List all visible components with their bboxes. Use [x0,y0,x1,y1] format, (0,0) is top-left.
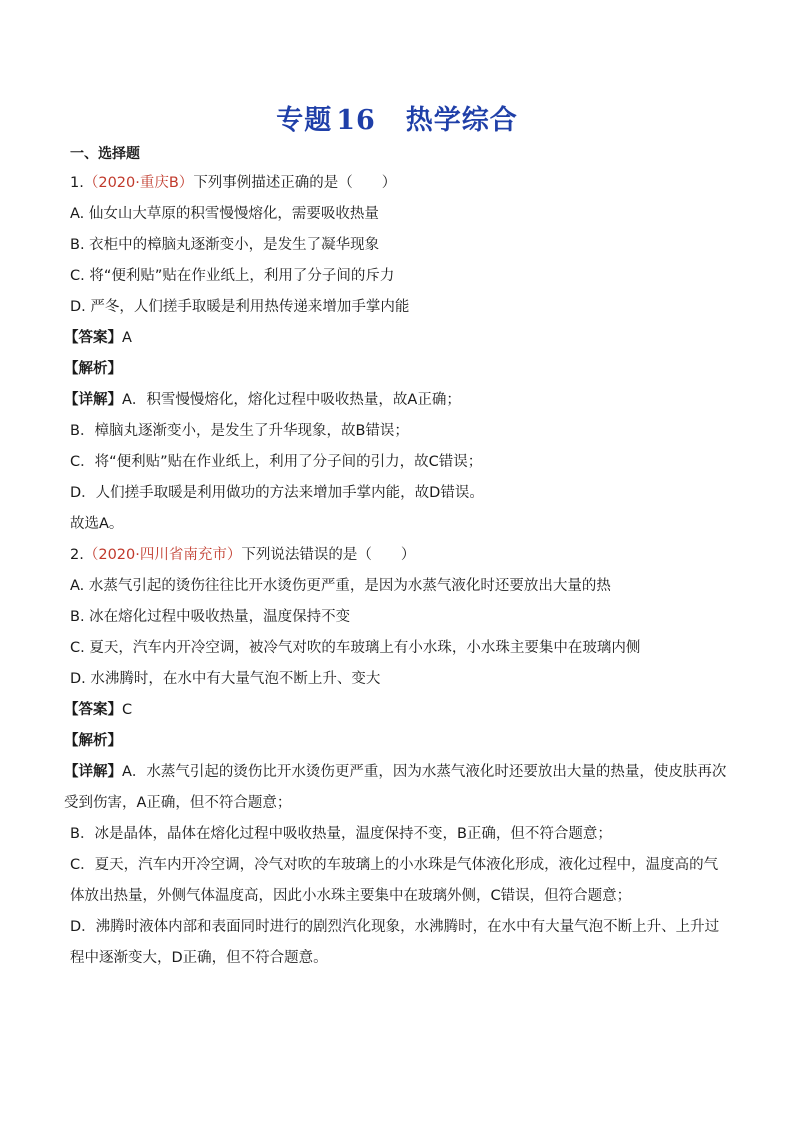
option-b: B. 衣柜中的樟脑丸逐渐变小，是发生了凝华现象 [70,237,380,253]
answer-value: A [122,330,132,346]
answer-label: 【答案】 [64,330,122,346]
option-d: D. 水沸腾时，在水中有大量气泡不断上升、变大 [70,671,381,687]
detail-label: 【详解】 [64,392,122,408]
detail-line: D．人们搓手取暖是利用做功的方法来增加手掌内能，故D错误。 [70,485,484,501]
question-source: （2020·四川省南充市） [83,547,242,563]
question-text: 下列说法错误的是（ ） [241,547,416,563]
question-source: （2020·重庆B） [83,175,194,191]
detail-line: D．沸腾时液体内部和表面同时进行的剧烈汽化现象，水沸腾时，在水中有大量气泡不断上升、上升过程中逐渐变大，D正确，但不符合题意。 [70,919,720,966]
option-a: A. 水蒸气引起的烫伤往往比开水烫伤更严重，是因为水蒸气液化时还要放出大量的热 [70,578,611,594]
question-text: 下列事例描述正确的是（ ） [193,175,397,191]
analysis-label: 【解析】 [64,733,122,749]
question-number: 2. [70,547,84,563]
detail-label: 【详解】 [64,764,122,780]
option-b: B. 冰在熔化过程中吸收热量，温度保持不变 [70,609,351,625]
question-2 [64,540,730,974]
title-number: 16 [336,105,376,136]
question-stem [70,540,730,571]
answer [64,323,730,354]
title-subject: 热学综合 [405,105,518,136]
detail-line [64,385,730,416]
answer-label: 【答案】 [64,702,122,718]
section-heading: 一、选择题 [70,146,140,162]
detail-line: B．樟脑丸逐渐变小，是发生了升华现象，故B错误； [70,423,409,439]
analysis-label: 【解析】 [64,361,122,377]
document-body [64,140,730,974]
option-c: C. 夏天，汽车内开冷空调，被冷气对吹的车玻璃上有小水珠，小水珠主要集中在玻璃内侧 [70,640,641,656]
detail-text: A．积雪慢慢熔化，熔化过程中吸收热量，故A正确； [122,392,461,408]
conclusion: 故选A。 [70,516,124,532]
detail-line [64,757,730,819]
question-1 [64,168,730,540]
option-d: D. 严冬，人们搓手取暖是利用热传递来增加手掌内能 [70,299,410,315]
question-number: 1. [70,175,84,191]
title-main: 专题 [276,105,333,136]
answer [64,695,730,726]
page-title [0,98,794,137]
answer-value: C [122,702,133,718]
detail-text: A．水蒸气引起的烫伤比开水烫伤更严重，因为水蒸气液化时还要放出大量的热量，使皮肤再次受到伤害，A正确，但不符合题意； [64,764,727,811]
option-c: C. 将“便利贴”贴在作业纸上，利用了分子间的斥力 [70,268,395,284]
question-stem [70,168,730,199]
detail-line: C．将“便利贴”贴在作业纸上，利用了分子间的引力，故C错误； [70,454,483,470]
detail-line: C．夏天，汽车内开冷空调，冷气对吹的车玻璃上的小水珠是气体液化形成，液化过程中，温度高的气体放出热量，外侧气体温度高，因此小水珠主要集中在玻璃外侧，C错误，但符合题意； [70,857,719,904]
option-a: A. 仙女山大草原的积雪慢慢熔化，需要吸收热量 [70,206,379,222]
detail-line: B．冰是晶体，晶体在熔化过程中吸收热量，温度保持不变，B正确，但不符合题意； [70,826,612,842]
